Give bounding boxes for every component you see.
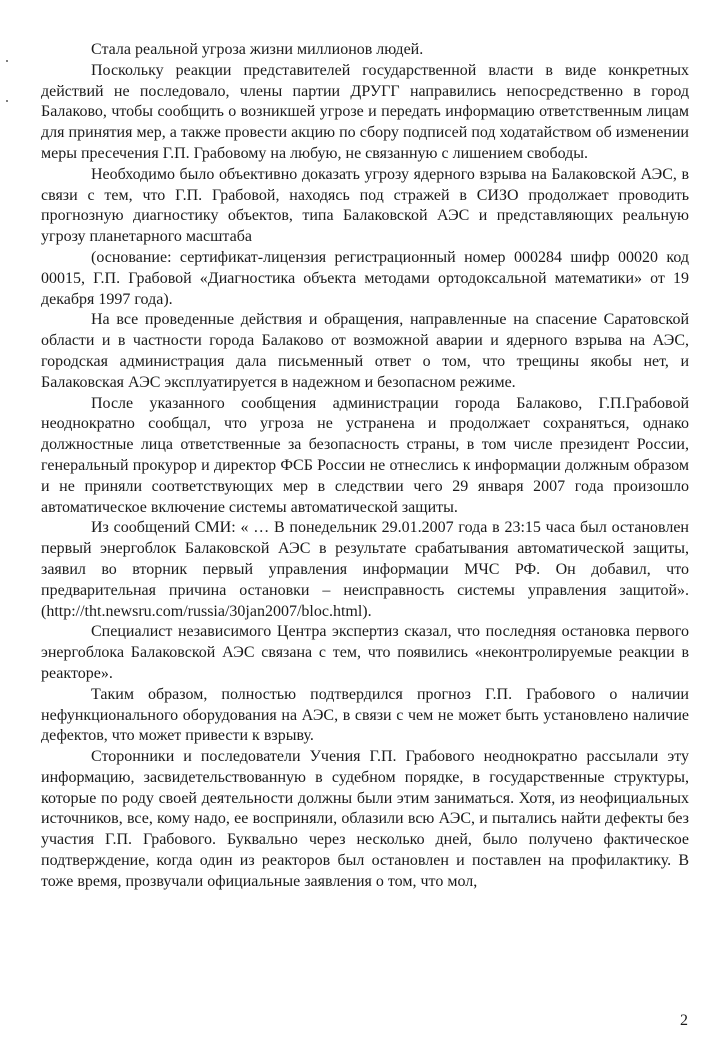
paragraph: Из сообщений СМИ: « … В понедельник 29.01.2007 года в 23:15 часа был остановлен первый энергоблок Балаковской АЭС в результате срабатывания автоматической защиты, заявил во вторник первый управления информации МЧС РФ. Он добавил, что предварительная причина остановки – неисправность системы управления защитой». (http://tht.newsru.com/russia/30jan2007/bloc.html). xyxy=(41,519,689,620)
paragraph: Стала реальной угроза жизни миллионов людей. xyxy=(91,41,424,58)
page-number: 2 xyxy=(680,1012,688,1029)
paragraph: Специалист независимого Центра экспертиз сказал, что последняя остановка первого энергоблока Балаковской АЭС связана с тем, что появились «неконтролируемые реакции в реакторе». xyxy=(41,623,689,682)
paragraph: Поскольку реакции представителей государственной власти в виде конкретных действий не последовало, члены партии ДРУГГ направились непосредственно в город Балаково, чтобы сообщить о возникшей угрозе и передать информацию ответственным лицам для принятия мер, а также провести акцию по сбору подписей под ходатайством об изменении меры пресечения Г.П. Грабовому на любую, не связанную с лишением свободы. xyxy=(41,61,689,162)
paragraph: Необходимо было объективно доказать угрозу ядерного взрыва на Балаковской АЭС, в связи с тем, что Г.П. Грабовой, находясь под стражей в СИЗО продолжает проводить прогнозную диагностику объектов, типа Балаковской АЭС и представляющих реальную угрозу планетарного масштаба xyxy=(41,165,689,246)
scan-speck xyxy=(6,100,8,102)
paragraph: После указанного сообщения администрации города Балаково, Г.П.Грабовой неоднократно сообщал, что угроза не устранена и продолжает сохраняться, однако должностные лица ответственные за безопасность страны, в том числе президент России, генеральный прокурор и директор ФСБ России не отнеслись к информации должным образом и не приняли соответствующих мер в следствии чего 29 января 2007 года произошло автоматическое включение системы автоматической защиты. xyxy=(41,394,689,516)
paragraph: Сторонники и последователи Учения Г.П. Грабового неоднократно рассылали эту информацию, засвидетельствованную в судебном порядке, в государственные структуры, которые по роду своей деятельности должны были этим заниматься. Хотя, из неофициальных источников, все, кому надо, ее восприняли, облазили всю АЭС, и пытались найти дефекты без участия Г.П. Грабового. Буквально через несколько дней, было получено фактическое подтверждение, когда один из реакторов был остановлен и поставлен на профилактику. В тоже время, прозвучали официальные заявления о том, что мол, xyxy=(41,748,689,890)
scan-speck xyxy=(6,60,8,62)
paragraph: На все проведенные действия и обращения, направленные на спасение Саратовской области и в частности города Балаково от возможной аварии и ядерного взрыва на АЭС, городская администрация дала письменный ответ о том, что трещины якобы нет, и Балаковская АЭС эксплуатируется в надежном и безопасном режиме. xyxy=(41,311,689,391)
document-body xyxy=(41,40,689,893)
paragraph: (основание: сертификат-лицензия регистрационный номер 000284 шифр 00020 код 00015, Г.П. Грабовой «Диагностика объекта методами ортодоксальной математики» от 19 декабря 1997 года). xyxy=(41,248,689,308)
paragraph: Таким образом, полностью подтвердился прогноз Г.П. Грабового о наличии нефункционального оборудования на АЭС, в связи с чем не может быть установлено наличие дефектов, что может привести к взрыву. xyxy=(41,685,689,745)
